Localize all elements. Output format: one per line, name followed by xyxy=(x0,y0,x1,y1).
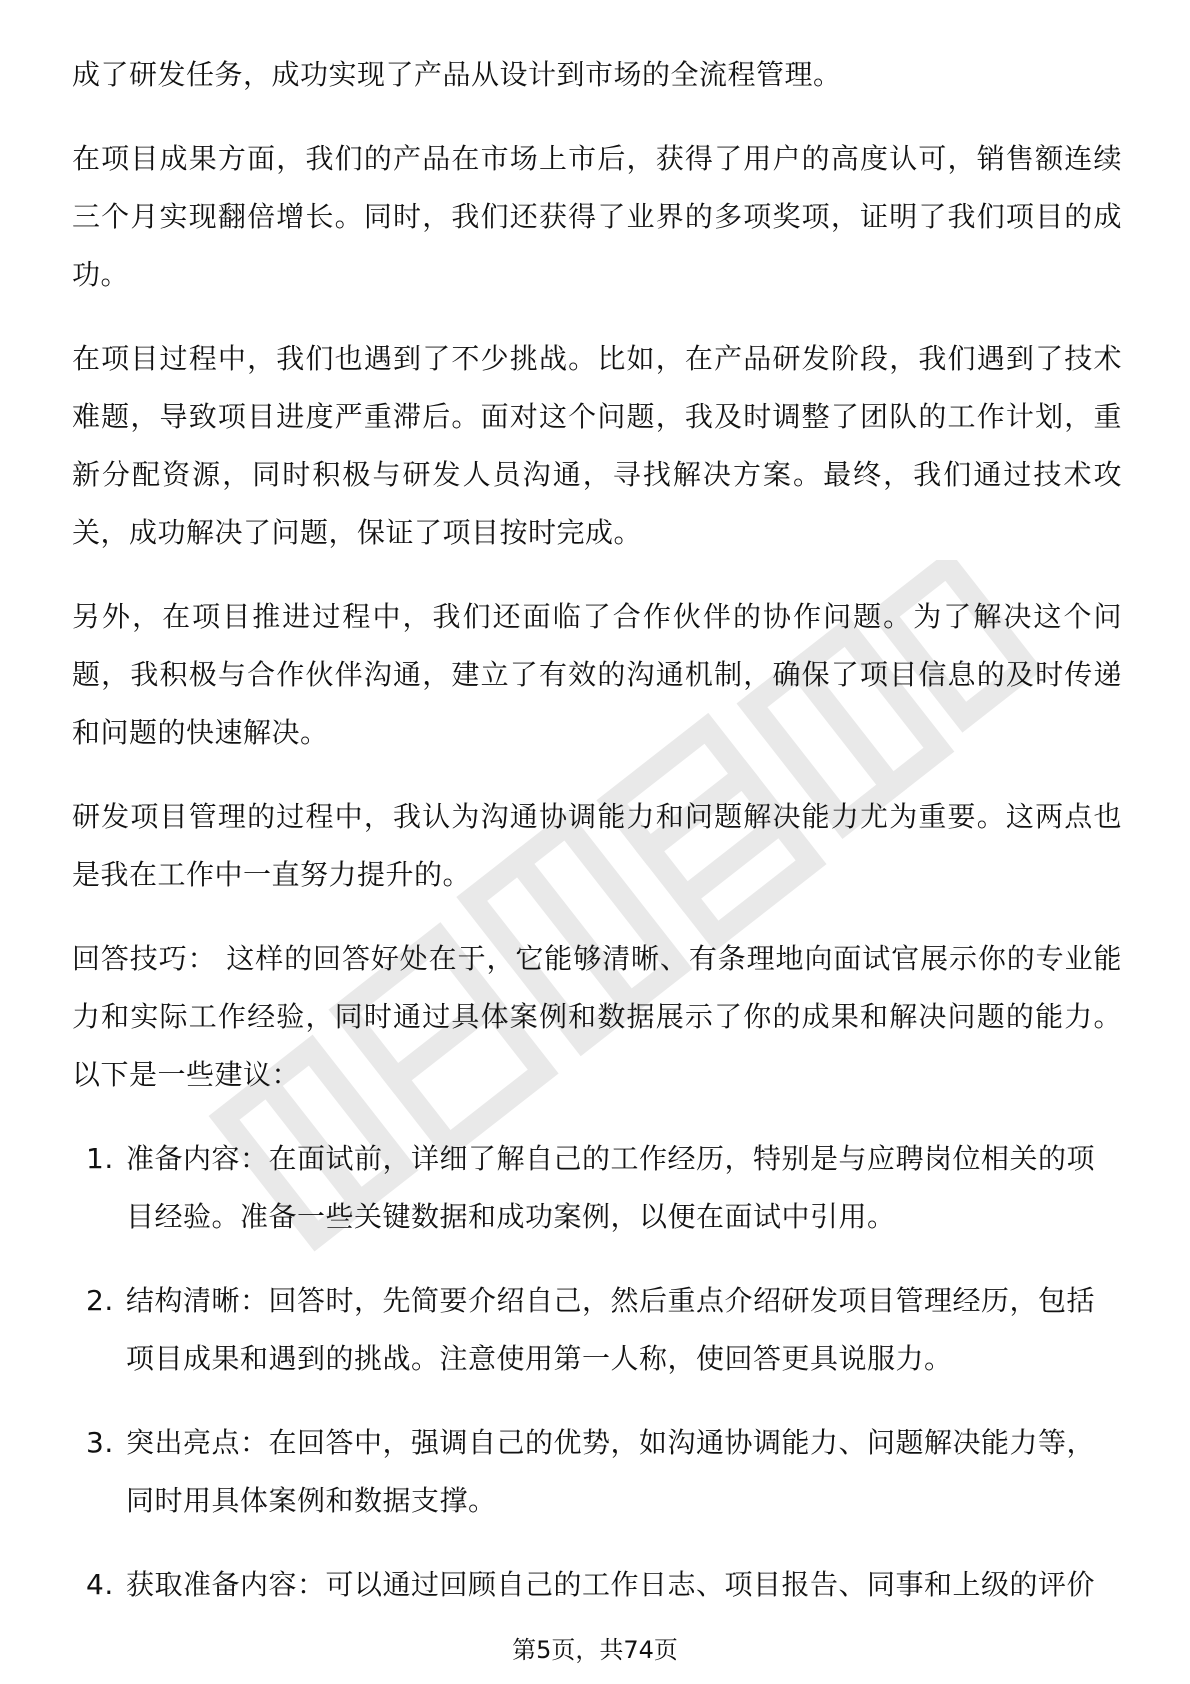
list-number: 3. xyxy=(86,1426,114,1459)
list-text: 准备内容：在面试前，详细了解自己的工作经历，特别是与应聘岗位相关的项目经验。准备一些关键数据和成功案例，以便在面试中引用。 xyxy=(126,1142,1096,1233)
list-item xyxy=(72,1414,1122,1530)
list-text: 获取准备内容：可以通过回顾自己的工作日志、项目报告、同事和上级的评价 xyxy=(126,1568,1096,1601)
list-number: 4. xyxy=(86,1568,114,1601)
paragraph-3: 在项目过程中，我们也遇到了不少挑战。比如，在产品研发阶段，我们遇到了技术难题，导致项目进度严重滞后。面对这个问题，我及时调整了团队的工作计划，重新分配资源，同时积极与研发人员沟通，寻找解决方案。最终，我们通过技术攻关，成功解决了问题，保证了项目按时完成。 xyxy=(72,342,1122,549)
list-item xyxy=(72,1556,1122,1614)
paragraph-tips: 回答技巧： 这样的回答好处在于，它能够清晰、有条理地向面试官展示你的专业能力和实际工作经验，同时通过具体案例和数据展示了你的成果和解决问题的能力。以下是一些建议： xyxy=(72,942,1122,1091)
paragraph-2: 在项目成果方面，我们的产品在市场上市后，获得了用户的高度认可，销售额连续三个月实现翻倍增长。同时，我们还获得了业界的多项奖项，证明了我们项目的成功。 xyxy=(72,142,1122,291)
suggestion-list xyxy=(72,1130,1122,1614)
list-item xyxy=(72,1130,1122,1246)
list-text: 突出亮点：在回答中，强调自己的优势，如沟通协调能力、问题解决能力等，同时用具体案例和数据支撑。 xyxy=(126,1426,1096,1517)
page-footer: 第5页，共74页 xyxy=(512,1636,678,1664)
paragraph-5: 研发项目管理的过程中，我认为沟通协调能力和问题解决能力尤为重要。这两点也是我在工作中一直努力提升的。 xyxy=(72,800,1122,891)
list-item xyxy=(72,1272,1122,1388)
list-text: 结构清晰：回答时，先简要介绍自己，然后重点介绍研发项目管理经历，包括项目成果和遇到的挑战。注意使用第一人称，使回答更具说服力。 xyxy=(126,1284,1096,1375)
list-number: 2. xyxy=(86,1284,114,1317)
paragraph-4: 另外，在项目推进过程中，我们还面临了合作伙伴的协作问题。为了解决这个问题，我积极与合作伙伴沟通，建立了有效的沟通机制，确保了项目信息的及时传递和问题的快速解决。 xyxy=(72,600,1122,749)
paragraph-1: 成了研发任务，成功实现了产品从设计到市场的全流程管理。 xyxy=(72,58,842,91)
document-body xyxy=(72,46,1122,1640)
list-number: 1. xyxy=(86,1142,114,1175)
